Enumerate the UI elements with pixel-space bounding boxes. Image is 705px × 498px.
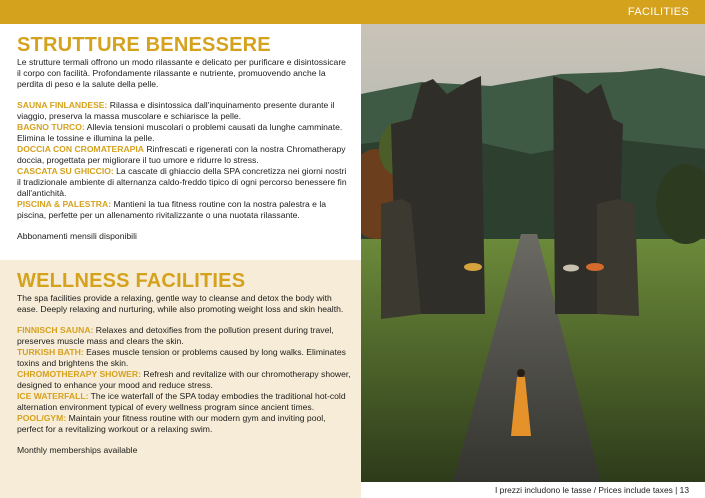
- item-name: DOCCIA CON CROMATERAPIA: [17, 144, 144, 154]
- italian-item-bath: [17, 122, 352, 144]
- item-text: Eases muscle tension or problems caused by long walks. Eliminates toxins and brightens the skin.: [17, 347, 346, 368]
- item-text: The ice waterfall of the SPA today embodies the traditional hot-cold alternation environment typical of every wellness program since ancient times.: [17, 391, 346, 412]
- item-name: CHROMOTHERAPY SHOWER:: [17, 369, 141, 379]
- footer-price-note: I prezzi includono le tasse / Prices include taxes | 13: [495, 485, 689, 495]
- item-name: PISCINA & PALESTRA:: [17, 199, 112, 209]
- item-text: Allevia tensioni muscolari o problemi causati da lunghe camminate. Elimina le tossine e illumina la pelle.: [17, 122, 343, 143]
- umbrella-right: [586, 263, 604, 271]
- english-section: [0, 260, 361, 498]
- footer-bar: [361, 482, 705, 498]
- italian-section: [0, 24, 361, 260]
- italian-item-pool-gym: [17, 199, 352, 221]
- item-name: FINNISCH SAUNA:: [17, 325, 94, 335]
- temple-gate-photo: [361, 24, 705, 482]
- english-item-bath: [17, 347, 352, 369]
- item-name: SAUNA FINLANDESE:: [17, 100, 108, 110]
- umbrella-left: [464, 263, 482, 271]
- item-name: ICE WATERFALL:: [17, 391, 89, 401]
- person-head: [517, 369, 525, 377]
- italian-note: Abbonamenti mensili disponibili: [17, 231, 137, 241]
- item-text: La cascate di ghiaccio della SPA concretizza nei giorni nostri il tradizionale ambiente di alternanza caldo-freddo tipico di ogni percorso benessere fin dall'antichità.: [17, 166, 347, 198]
- gate-right-lower: [597, 199, 639, 316]
- english-item-waterfall: [17, 391, 352, 413]
- italian-item-shower: [17, 144, 352, 166]
- item-text: Maintain your fitness routine with our modern gym and inviting pool, perfect for a revitalizing workout or a relaxing swim.: [17, 413, 326, 434]
- item-text: Relaxes and detoxifies from the pollution present during travel, preserves muscle mass and clears the skin.: [17, 325, 334, 346]
- english-intro: The spa facilities provide a relaxing, gentle way to cleanse and detox the body with ease. Deeply relaxing and nurturing, while also promoting weight loss and skin health.: [17, 293, 344, 314]
- item-name: BAGNO TURCO:: [17, 122, 85, 132]
- english-note: Monthly memberships available: [17, 445, 138, 455]
- text-column: [0, 24, 361, 498]
- italian-intro: Le strutture termali offrono un modo rilassante e delicato per purificare e disintossicare il corpo con facilità. Profondamente rilassante e nutriente, promuovendo anche la perdita di peso e la salute della pelle.: [17, 57, 346, 89]
- section-tag: FACILITIES: [627, 6, 689, 18]
- english-item-pool-gym: [17, 413, 352, 435]
- italian-item-waterfall: [17, 166, 352, 199]
- item-text: Refresh and revitalize with our chromotherapy shower, designed to enhance your mood and reduce stress.: [17, 369, 351, 390]
- item-name: CASCATA SU GHICCIO:: [17, 166, 114, 176]
- item-text: Rinfrescati e rigenerati con la nostra Chromatherapy doccia, progettata per migliorare il tuo umore e ridurre lo stress.: [17, 144, 346, 165]
- item-text: Rilassa e disintossica dall'inquinamento presente durante il viaggio, preserva la massa muscolare e schiarisce la pelle.: [17, 100, 335, 121]
- item-name: POOL/GYM:: [17, 413, 67, 423]
- english-item-sauna: [17, 325, 352, 347]
- italian-item-sauna: [17, 100, 352, 122]
- item-text: Mantieni la tua fitness routine con la nostra palestra e la piscina, perfette per un allenamento rivitalizzante o una nuotata rilassante.: [17, 199, 327, 220]
- item-name: TURKISH BATH:: [17, 347, 84, 357]
- top-bar: [0, 0, 705, 24]
- umbrella-mid: [563, 265, 579, 272]
- italian-title: STRUTTURE BENESSERE: [17, 34, 271, 56]
- photo-illustration: [361, 24, 705, 482]
- english-item-shower: [17, 369, 352, 391]
- english-title: WELLNESS FACILITIES: [17, 270, 246, 292]
